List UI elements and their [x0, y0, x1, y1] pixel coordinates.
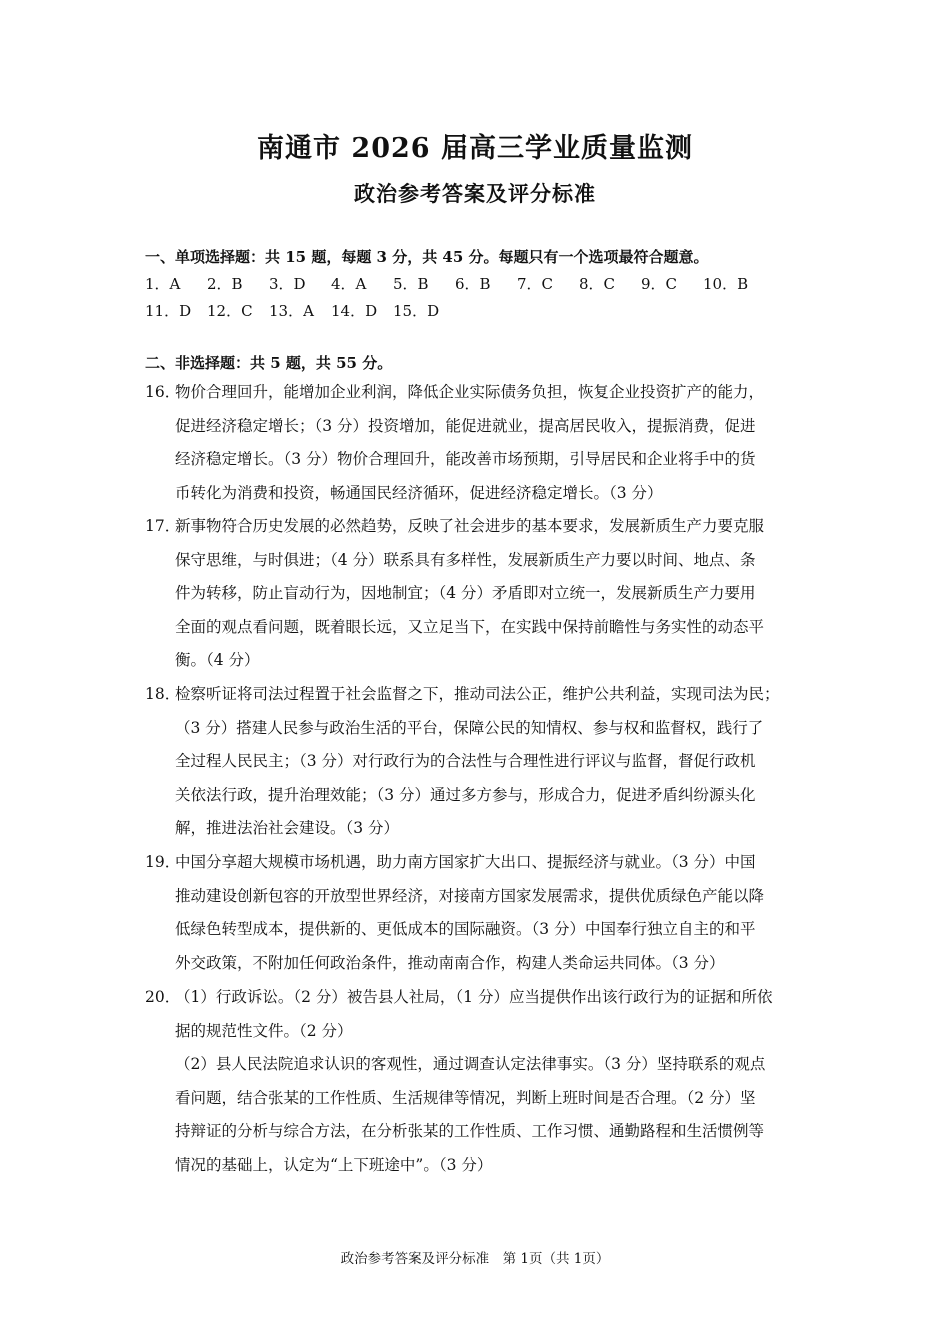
answer-item: 5．B: [393, 275, 429, 293]
answer-item: 7．C: [517, 275, 554, 293]
answer-line: 推动建设创新包容的开放型世界经济，对接南方国家发展需求，提供优质绿色产能以降: [175, 886, 765, 905]
answer-item: 10．B: [703, 275, 749, 293]
question-number: 19．: [145, 853, 181, 871]
answer-line: 全面的观点看问题，既着眼长远，又立足当下，在实践中保持前瞻性与务实性的动态平: [175, 617, 765, 636]
answer-line: 衡。（4 分）: [175, 651, 260, 669]
question-17-answer: [145, 510, 810, 678]
answer-line: （3 分）搭建人民参与政治生活的平台，保障公民的知情权、参与权和监督权，践行了: [175, 718, 764, 737]
answer-line: 全过程人民民主；（3 分）对行政行为的合法性与合理性进行评议与监督，督促行政机: [175, 752, 756, 770]
answer-line: 外交政策，不附加任何政治条件，推动南南合作，构建人类命运共同体。（3 分）: [175, 953, 725, 972]
answer-line: 低绿色转型成本，提供新的、更低成本的国际融资。（3 分）中国奉行独立自主的和平: [175, 920, 756, 938]
question-number: 18．: [145, 685, 181, 703]
answer-line: 持辩证的分析与综合方法，在分析张某的工作性质、工作习惯、通勤路程和生活惯例等: [175, 1122, 765, 1140]
answer-line: 件为转移，防止盲动行为，因地制宜；（4 分）矛盾即对立统一，发展新质生产力要用: [175, 584, 756, 602]
question-19-answer: [145, 846, 810, 980]
question-number: 20．: [145, 988, 181, 1006]
answer-line: 经济稳定增长。（3 分）物价合理回升，能改善市场预期，引导居民和企业将手中的货: [175, 450, 756, 468]
page-footer: 政治参考答案及评分标准 第 1页（共 1页）: [340, 1251, 610, 1267]
answer-line: 检察听证将司法过程置于社会监督之下，推动司法公正，维护公共利益，实现司法为民；: [175, 685, 780, 703]
answer-line: 情况的基础上，认定为“上下班途中”。（3 分）: [175, 1155, 493, 1174]
question-number: 16．: [145, 383, 181, 401]
answer-line: 中国分享超大规模市场机遇，助力南方国家扩大出口、提振经济与就业。（3 分）中国: [175, 853, 756, 871]
answer-line: 币转化为消费和投资，畅通国民经济循环，促进经济稳定增长。（3 分）: [175, 483, 663, 502]
answer-item: 3．D: [269, 275, 306, 293]
answer-line: （1）行政诉讼。（2 分）被告县人社局，（1 分）应当提供作出该行政行为的证据和所依: [175, 988, 773, 1006]
question-18-answer: [145, 678, 810, 846]
question-20-answer: [145, 981, 810, 1182]
answer-item: 2．B: [207, 275, 243, 293]
section2-heading: 二、非选择题：共 5 题，共 55 分。: [145, 354, 393, 372]
answer-line: 保守思维，与时俱进；（4 分）联系具有多样性，发展新质生产力要以时间、地点、条: [175, 550, 756, 569]
answer-line: 新事物符合历史发展的必然趋势，反映了社会进步的基本要求，发展新质生产力要克服: [175, 517, 765, 535]
answer-item: 14．D: [331, 302, 378, 320]
answers-row-1: [145, 273, 765, 294]
answer-item: 13．A: [269, 302, 314, 320]
question-number: 17．: [145, 517, 181, 535]
section1-heading: 一、单项选择题：共 15 题，每题 3 分，共 45 分。每题只有一个选项最符合题意。: [145, 248, 709, 266]
page-title: 南通市 2026 届高三学业质量监测: [257, 133, 693, 164]
answer-item: 9．C: [641, 275, 678, 293]
answer-line: 看问题，结合张某的工作性质、生活规律等情况，判断上班时间是否合理。（2 分）坚: [175, 1088, 756, 1107]
answer-line: 关依法行政，提升治理效能；（3 分）通过多方参与，形成合力，促进矛盾纠纷源头化: [175, 785, 756, 804]
answer-item: 11．D: [145, 302, 192, 320]
answer-line: 物价合理回升，能增加企业利润，降低企业实际债务负担，恢复企业投资扩产的能力，: [175, 383, 765, 401]
answer-item: 8．C: [579, 275, 616, 293]
question-16-answer: [145, 376, 810, 510]
answer-item: 6．B: [455, 275, 491, 293]
answers-row-2: [145, 300, 455, 321]
answer-line: 促进经济稳定增长；（3 分）投资增加，能促进就业，提高居民收入，提振消费，促进: [175, 416, 756, 435]
answer-line: （2）县人民法院追求认识的客观性，通过调查认定法律事实。（3 分）坚持联系的观点: [175, 1055, 766, 1073]
answer-item: 15．D: [393, 302, 440, 320]
answer-line: 据的规范性文件。（2 分）: [175, 1021, 353, 1040]
page-subtitle: 政治参考答案及评分标准: [354, 181, 596, 206]
answer-item: 1．A: [145, 275, 181, 293]
answer-item: 4．A: [331, 275, 367, 293]
answer-item: 12．C: [207, 302, 253, 320]
answer-line: 解，推进法治社会建设。（3 分）: [175, 819, 400, 837]
